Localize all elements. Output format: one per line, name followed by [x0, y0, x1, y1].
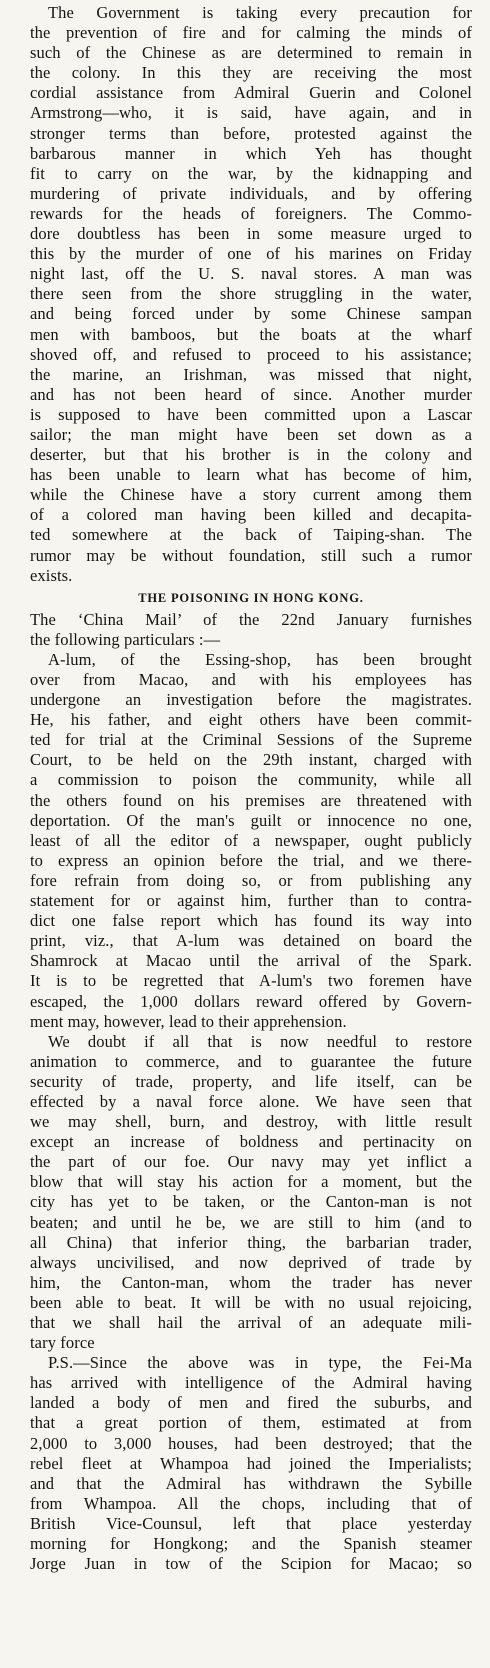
- text-line: The Government is taking every precaution for: [48, 3, 472, 22]
- text-line: the prevention of fire and for calming the minds of: [30, 23, 472, 43]
- text-line: rumor may be without foundation, still such a rumor: [30, 545, 472, 565]
- text-line: city has yet to be taken, or the Canton-man is not: [30, 1192, 472, 1212]
- text-line: A-lum, of the Essing-shop, has been brought: [48, 649, 472, 669]
- text-line: ted somewhere at the back of Taiping-shan. The: [30, 525, 472, 545]
- text-line: has been unable to learn what has become of him,: [30, 465, 472, 485]
- text-line: morning for Hongkong; and the Spanish steamer: [30, 1534, 472, 1554]
- text-line: and has not been heard of since. Another murder: [30, 384, 472, 404]
- text-line: deportation. Of the man's guilt or innocence no one,: [30, 810, 472, 830]
- text-line: He, his father, and eight others have been commit-: [30, 710, 472, 730]
- article-paragraph-postscript: [30, 1353, 472, 1574]
- text-line: the following particulars :—: [30, 629, 221, 649]
- text-line: Court, to be held on the 29th instant, charged with: [30, 750, 472, 770]
- text-line: the part of our foe. Our navy may yet inflict a: [30, 1152, 472, 1172]
- text-line: we may shell, burn, and destroy, with little result: [30, 1112, 472, 1132]
- text-line: except an increase of boldness and pertinacity on: [30, 1132, 472, 1152]
- text-line: there seen from the shore struggling in the water,: [30, 284, 472, 304]
- text-line: print, viz., that A-lum was detained on board the: [30, 931, 472, 951]
- text-line: P.S.—Since the above was in type, the Fei-Ma: [48, 1353, 472, 1373]
- text-line: fore refrain from doing so, or from publishing any: [30, 870, 472, 890]
- text-line: this by the murder of one of his marines on Friday: [30, 244, 472, 264]
- text-line: and that the Admiral has withdrawn the Sybille: [30, 1473, 472, 1493]
- text-line: fit to carry on the war, by the kidnapping and: [30, 163, 472, 183]
- text-line: a commission to poison the community, while all: [30, 770, 472, 790]
- text-line: ment may, however, lead to their apprehension.: [30, 1011, 347, 1031]
- text-line: the marine, an Irishman, was missed that night,: [30, 364, 472, 384]
- text-line: been able to beat. It will be with no usual rejoicing,: [30, 1292, 472, 1312]
- text-line: ted for trial at the Criminal Sessions of the Supreme: [30, 730, 472, 750]
- text-line: that we shall hail the arrival of an adequate mili-: [30, 1313, 472, 1332]
- text-line: all China) that inferior thing, the barbarian trader,: [30, 1232, 472, 1252]
- text-line: deserter, but that his brother is in the colony and: [30, 445, 472, 465]
- text-line: Shamrock at Macao until the arrival of the Spark.: [30, 951, 472, 971]
- article-paragraph-china-mail: [30, 610, 472, 650]
- text-line: that a great portion of them, estimated at from: [30, 1413, 472, 1433]
- text-line: cordial assistance from Admiral Guerin and Colonel: [30, 83, 472, 103]
- text-line: sailor; the man might have been set down as a: [30, 424, 472, 444]
- article-paragraph-alum-trial: [30, 650, 472, 1032]
- text-line: to express an opinion before the trial, and we there-: [30, 850, 472, 870]
- text-line: 2,000 to 3,000 houses, had been destroyed; that the: [30, 1433, 472, 1453]
- text-line: from Whampoa. All the chops, including that of: [30, 1493, 472, 1513]
- text-line: It is to be regretted that A-lum's two foremen have: [30, 971, 472, 991]
- text-line: of a colored man having been killed and decapita-: [30, 505, 472, 525]
- text-line: the colony. In this they are receiving the most: [30, 63, 472, 83]
- text-line: barbarous manner in which Yeh has thought: [30, 143, 472, 163]
- text-line: escaped, the 1,000 dollars reward offered by Govern-: [30, 991, 472, 1011]
- text-line: has arrived with intelligence of the Admiral having: [30, 1373, 472, 1393]
- text-line: shoved off, and refused to proceed to his assistance;: [30, 344, 472, 364]
- text-line: over from Macao, and with his employees has: [30, 670, 472, 689]
- text-line: always uncivilised, and now deprived of trade by: [30, 1252, 472, 1272]
- text-line: beaten; and until he be, we are still to him (and to: [30, 1212, 472, 1232]
- article-paragraph-fire-precautions: [30, 3, 472, 586]
- text-line: rebel fleet at Whampoa had joined the Imperialists;: [30, 1453, 472, 1473]
- text-line: is supposed to have been committed upon a Lascar: [30, 404, 472, 424]
- text-line: landed a body of men and fired the suburbs, and: [30, 1393, 472, 1413]
- text-line: him, the Canton-man, whom the trader has never: [30, 1272, 472, 1292]
- text-line: The ‘China Mail’ of the 22nd January furnishes: [30, 609, 472, 629]
- text-line: security of trade, property, and life itself, can be: [30, 1071, 472, 1091]
- text-line: dore doubtless has been in some measure urged to: [30, 224, 472, 244]
- text-line: night last, off the U. S. naval stores. A man was: [30, 264, 472, 284]
- text-line: British Vice-Counsul, left that place yesterday: [30, 1513, 472, 1533]
- text-line: rewards for the heads of foreigners. The Commo-: [30, 203, 472, 223]
- text-line: Jorge Juan in tow of the Scipion for Macao; so: [30, 1554, 472, 1574]
- text-line: least of all the editor of a newspaper, ought publicly: [30, 830, 472, 850]
- text-line: dict one false report which has found its way into: [30, 911, 472, 931]
- text-line: stronger terms than before, protested against the: [30, 123, 472, 143]
- text-line: animation to commerce, and to guarantee the future: [30, 1051, 472, 1071]
- text-line: blow that will stay his action for a moment, but the: [30, 1172, 472, 1192]
- text-line: Armstrong—who, it is said, have again, and in: [30, 103, 472, 123]
- text-line: men with bamboos, but the boats at the wharf: [30, 324, 472, 344]
- text-line: tary force: [30, 1333, 95, 1353]
- text-line: We doubt if all that is now needful to restore: [48, 1031, 472, 1051]
- section-heading: THE POISONING IN HONG KONG.: [138, 590, 364, 605]
- text-line: effected by a naval force alone. We have seen that: [30, 1091, 472, 1111]
- text-line: exists.: [30, 565, 73, 585]
- text-line: undergone an investigation before the magistrates.: [30, 690, 472, 710]
- text-line: while the Chinese have a story current among them: [30, 485, 472, 505]
- text-line: and being forced under by some Chinese sampan: [30, 304, 472, 324]
- text-line: statement for or against him, further than to contra-: [30, 891, 472, 911]
- article-paragraph-naval-force: [30, 1032, 472, 1354]
- text-line: such of the Chinese as are determined to remain in: [30, 43, 472, 63]
- text-line: murdering of private individuals, and by offering: [30, 183, 472, 203]
- text-line: the others found on his premises are threatened with: [30, 790, 472, 810]
